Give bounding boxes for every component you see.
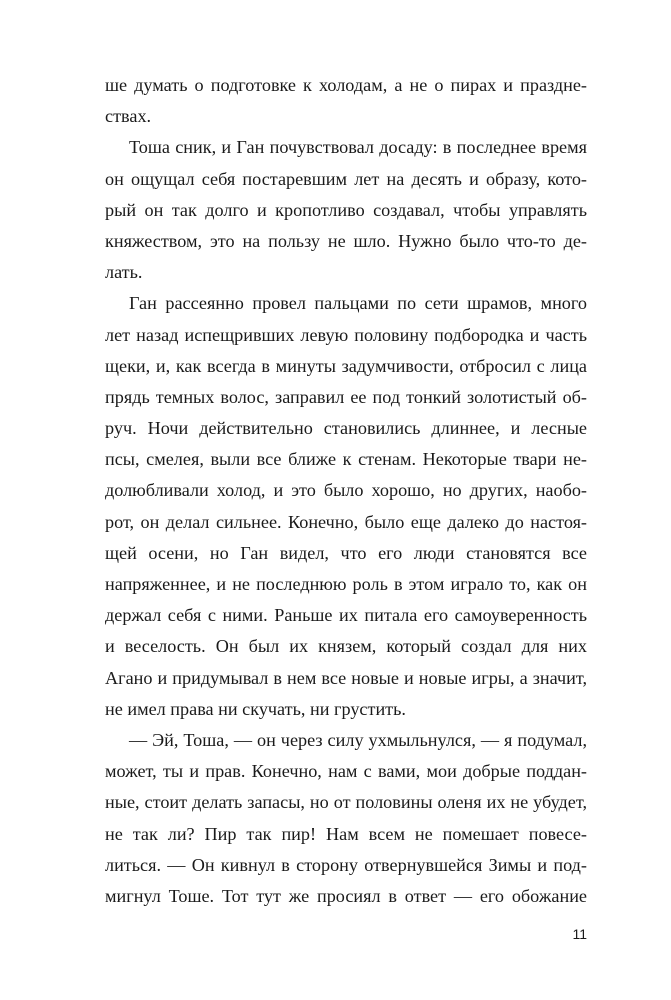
text-line: и веселость. Он был их князем, который создал для них	[105, 636, 587, 657]
text-line: княжеством, это на пользу не шло. Нужно было что-то де-	[105, 230, 587, 251]
text-line: Агано и придумывал в нем все новые и новые игры, а значит,	[105, 667, 587, 688]
text-line: долюбливали холод, и это было хорошо, но других, наобо-	[105, 480, 587, 501]
text-line: Ган рассеянно провел пальцами по сети шрамов, много	[129, 293, 587, 314]
text-line: рот, он делал сильнее. Конечно, было еще далеко до настоя-	[105, 511, 587, 532]
text-line: щеки, и, как всегда в минуты задумчивости, отбросил с лица	[105, 355, 587, 376]
text-line: — Эй, Тоша, — он через силу ухмыльнулся, — я подумал,	[129, 729, 587, 750]
text-line: ше думать о подготовке к холодам, а не о пирах и праздне-	[105, 75, 587, 95]
page-text	[105, 70, 587, 912]
text-line: не так ли? Пир так пир! Нам всем не помешает повесе-	[105, 823, 587, 844]
text-line: ствах.	[105, 106, 152, 127]
text-line: Тоша сник, и Ган почувствовал досаду: в последнее время	[129, 137, 587, 158]
text-line: ные, стоит делать запасы, но от половины оленя их не убудет,	[105, 792, 587, 813]
text-line: лать.	[105, 262, 143, 283]
text-line: напряженнее, и не последнюю роль в этом играло то, как он	[105, 574, 587, 594]
text-line: прядь темных волос, заправил ее под тонкий золотистый об-	[105, 386, 587, 407]
text-line: руч. Ночи действительно становились длиннее, и лесные	[105, 418, 587, 439]
text-line: псы, смелея, выли все ближе к стенам. Некоторые твари не-	[105, 449, 587, 470]
text-line: он ощущал себя постаревшим лет на десять и образу, кото-	[105, 168, 587, 189]
text-line: не имел права ни скучать, ни грустить.	[105, 698, 406, 719]
text-line: литься. — Он кивнул в сторону отвернувшейся Зимы и под-	[105, 854, 587, 875]
text-line: может, ты и прав. Конечно, нам с вами, мои добрые поддан-	[105, 761, 587, 782]
text-line: мигнул Тоше. Тот тут же просиял в ответ — его обожание	[105, 885, 587, 906]
text-line: рый он так долго и кропотливо создавал, чтобы управлять	[105, 199, 587, 220]
text-line: лет назад испещривших левую половину подбородка и часть	[105, 324, 587, 345]
text-line: щей осени, но Ган видел, что его люди становятся все	[105, 542, 587, 563]
page-number: 11	[572, 926, 587, 942]
text-line: держал себя с ними. Раньше их питала его самоуверенность	[105, 605, 587, 626]
